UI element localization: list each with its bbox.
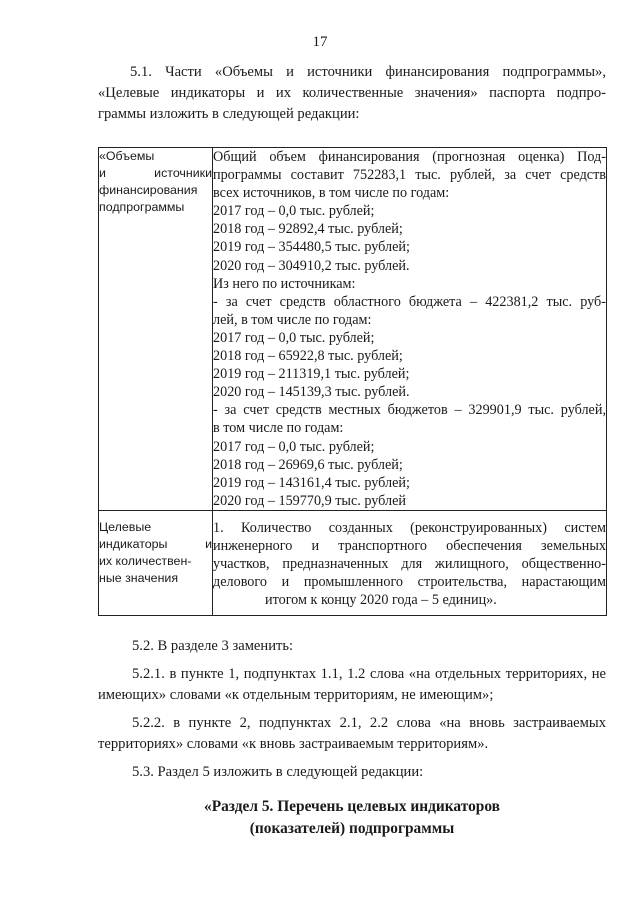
table-row-indicators [99, 510, 607, 615]
label-line: индикаторы и [99, 536, 212, 551]
content-line: 2019 год – 354480,5 тыс. рублей; [213, 239, 410, 256]
content-line: 2019 год – 211319,1 тыс. рублей; [213, 366, 410, 383]
passport-table [98, 147, 607, 616]
label-line: их количествен- [99, 553, 192, 568]
paragraph-5-2: 5.2. В разделе 3 заменить: [132, 638, 294, 654]
heading-line: «Раздел 5. Перечень целевых индикаторов [204, 798, 500, 815]
content-line: участков, предназначенных для жилищного, общественно- [213, 556, 606, 573]
content-line: Общий объем финансирования (прогнозная оценка) Под- [213, 149, 606, 165]
label-line: «Объемы [99, 149, 155, 163]
indicators-content-cell [213, 510, 607, 615]
funding-content-cell [213, 148, 607, 511]
indicators-label-cell [99, 510, 213, 615]
label-line: и источники [99, 166, 212, 180]
content-line: 2020 год – 145139,3 тыс. рублей. [213, 384, 410, 401]
intro-line: граммы изложить в следующей редакции: [98, 106, 360, 122]
content-line: итогом к концу 2020 года – 5 единиц». [265, 592, 497, 609]
heading-line: (показателей) подпрограммы [249, 820, 455, 837]
content-line: - за счет средств областного бюджета – 422381,2 тыс. руб- [213, 293, 606, 310]
section-heading [98, 796, 606, 840]
content-line: 2018 год – 92892,4 тыс. рублей; [213, 221, 403, 238]
content-line: программы составит 752283,1 тыс. рублей, за счет средств [213, 167, 606, 184]
content-line: лей, в том числе по годам: [213, 311, 372, 328]
content-line: 2017 год – 0,0 тыс. рублей; [213, 329, 375, 346]
content-line: всех источников, в том числе по годам: [213, 185, 450, 202]
table-row-funding [99, 148, 607, 511]
content-line: делового и промышленного строительства, нарастающим [213, 574, 606, 591]
content-line: 2019 год – 143161,4 тыс. рублей; [213, 474, 410, 491]
content-line: инженерного и транспортного обеспечения земельных [213, 537, 606, 554]
content-line: Из него по источникам: [213, 275, 356, 292]
paragraph-5-2-2: 5.2.2. в пункте 2, подпунктах 2.1, 2.2 слова «на вновь застраиваемых территориях» словами «к вновь застраиваемым территориям». [98, 715, 606, 752]
funding-label-cell [99, 148, 213, 511]
label-line: подпрограммы [99, 200, 185, 214]
paragraph-5-3: 5.3. Раздел 5 изложить в следующей редакции: [132, 764, 424, 780]
content-line: 2020 год – 159770,9 тыс. рублей [213, 492, 406, 509]
intro-paragraph [98, 62, 606, 125]
content-line: 1. Количество созданных (реконструированных) систем [213, 519, 606, 536]
content-line: 2018 год – 65922,8 тыс. рублей; [213, 348, 403, 365]
content-line: - за счет средств местных бюджетов – 329901,9 тыс. рублей, [213, 402, 606, 419]
label-line: финансирования [99, 183, 198, 197]
content-line: 2017 год – 0,0 тыс. рублей; [213, 438, 375, 455]
content-line: в том числе по годам: [213, 420, 344, 437]
paragraph-5-2-1: 5.2.1. в пункте 1, подпунктах 1.1, 1.2 слова «на отдельных территориях, не имеющих» словами «к отдельным территориям, не имеющим»; [98, 666, 606, 703]
content-line: 2017 год – 0,0 тыс. рублей; [213, 203, 375, 220]
page-number: 17 [312, 34, 328, 50]
label-line: Целевые [99, 519, 152, 534]
content-line: 2020 год – 304910,2 тыс. рублей. [213, 257, 410, 274]
intro-line: 5.1. Части «Объемы и источники финансирования подпрограммы», [130, 64, 606, 80]
content-line: 2018 год – 26969,6 тыс. рублей; [213, 456, 403, 473]
intro-line: «Целевые индикаторы и их количественные значения» паспорта подпро- [98, 85, 606, 101]
label-line: ные значения [99, 570, 179, 585]
